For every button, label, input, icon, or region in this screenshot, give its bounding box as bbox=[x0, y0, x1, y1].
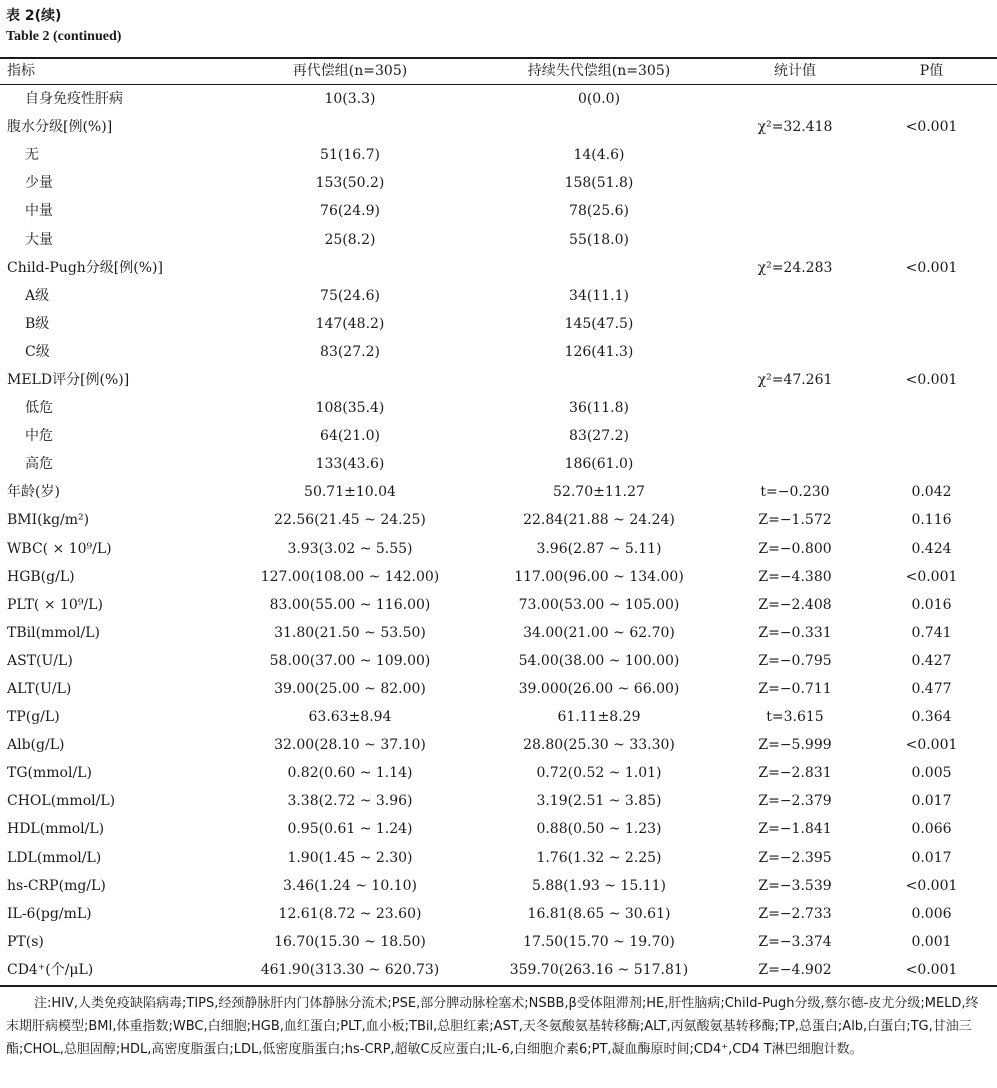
p-value bbox=[866, 85, 997, 113]
row-label: Alb(g/L) bbox=[7, 737, 65, 754]
p-value bbox=[866, 422, 997, 450]
table-row bbox=[0, 197, 997, 225]
p-value: 0.042 bbox=[911, 484, 952, 501]
recompensated-value: 12.61(8.72 ~ 23.60) bbox=[278, 905, 422, 922]
decompensated-value: 55(18.0) bbox=[569, 231, 629, 248]
p-value: 0.427 bbox=[911, 652, 952, 669]
row-label: A级 bbox=[25, 287, 50, 304]
row-label: hs-CRP(mg/L) bbox=[7, 877, 106, 894]
recompensated-value: 25(8.2) bbox=[324, 231, 376, 248]
table-row bbox=[0, 900, 997, 928]
recompensated-value: 83(27.2) bbox=[320, 343, 380, 360]
recompensated-value: 108(35.4) bbox=[315, 400, 385, 417]
recompensated-value: 16.70(15.30 ~ 18.50) bbox=[274, 933, 426, 950]
decompensated-value: 0.88(0.50 ~ 1.23) bbox=[536, 821, 662, 838]
p-value: 0.116 bbox=[911, 512, 952, 529]
decompensated-value: 34.00(21.00 ~ 62.70) bbox=[523, 624, 675, 641]
p-value bbox=[866, 225, 997, 253]
p-value: 0.017 bbox=[911, 793, 952, 810]
table-row bbox=[0, 703, 997, 731]
row-label: PT(s) bbox=[7, 933, 44, 950]
row-label: LDL(mmol/L) bbox=[7, 849, 102, 866]
recompensated-value: 0.82(0.60 ~ 1.14) bbox=[287, 765, 413, 782]
statistic-value: Z=−1.841 bbox=[758, 821, 832, 838]
recompensated-value: 3.46(1.24 ~ 10.10) bbox=[283, 877, 417, 894]
decompensated-value bbox=[474, 254, 724, 282]
p-value bbox=[866, 282, 997, 310]
row-label: WBC( × 10⁹/L) bbox=[7, 540, 112, 557]
table-row bbox=[0, 141, 997, 169]
row-label: 少量 bbox=[25, 175, 53, 192]
statistic-value: Z=−2.408 bbox=[758, 596, 832, 613]
statistic-value: Z=−2.831 bbox=[758, 765, 832, 782]
table-row bbox=[0, 310, 997, 338]
table-caption-en: Table 2 (continued) bbox=[6, 29, 122, 44]
statistic-value: Z=−2.733 bbox=[758, 905, 832, 922]
recompensated-value: 32.00(28.10 ~ 37.10) bbox=[274, 737, 426, 754]
recompensated-value: 153(50.2) bbox=[315, 175, 385, 192]
row-label: TG(mmol/L) bbox=[7, 765, 92, 782]
row-label: 年龄(岁) bbox=[7, 484, 60, 501]
statistic-value bbox=[724, 169, 866, 197]
statistic-value bbox=[724, 338, 866, 366]
table-row bbox=[0, 759, 997, 787]
decompensated-value: 17.50(15.70 ~ 19.70) bbox=[523, 933, 675, 950]
statistic-value: Z=−4.380 bbox=[758, 568, 832, 585]
recompensated-value: 127.00(108.00 ~ 142.00) bbox=[260, 568, 440, 585]
recompensated-value: 75(24.6) bbox=[320, 287, 380, 304]
table-row bbox=[0, 619, 997, 647]
row-label: Child-Pugh分级[例(%)] bbox=[7, 259, 163, 276]
row-label: 高危 bbox=[25, 456, 53, 473]
statistic-value: Z=−4.902 bbox=[758, 961, 832, 978]
header-statistic: 统计值 bbox=[774, 63, 816, 79]
table-row bbox=[0, 478, 997, 506]
recompensated-value: 83.00(55.00 ~ 116.00) bbox=[269, 596, 431, 613]
row-label: PLT( × 10⁹/L) bbox=[7, 596, 103, 613]
decompensated-value bbox=[474, 113, 724, 141]
recompensated-value bbox=[226, 113, 474, 141]
recompensated-value bbox=[226, 366, 474, 394]
p-value: 0.364 bbox=[911, 709, 952, 726]
p-value bbox=[866, 450, 997, 478]
statistic-value bbox=[724, 141, 866, 169]
decompensated-value: 39.000(26.00 ~ 66.00) bbox=[518, 681, 680, 698]
p-value bbox=[866, 394, 997, 422]
decompensated-value: 0.72(0.52 ~ 1.01) bbox=[536, 765, 662, 782]
row-label: 自身免疫性肝病 bbox=[25, 91, 123, 108]
recompensated-value: 133(43.6) bbox=[315, 456, 385, 473]
recompensated-value: 63.63±8.94 bbox=[308, 709, 392, 726]
recompensated-value: 0.95(0.61 ~ 1.24) bbox=[287, 821, 413, 838]
statistic-value: Z=−5.999 bbox=[758, 737, 832, 754]
decompensated-value: 14(4.6) bbox=[573, 147, 625, 164]
statistic-value: Z=−0.711 bbox=[758, 681, 832, 698]
row-label: 中危 bbox=[25, 428, 53, 445]
table-row bbox=[0, 225, 997, 253]
row-label: BMI(kg/m²) bbox=[7, 512, 90, 529]
p-value: <0.001 bbox=[905, 568, 958, 585]
p-value: <0.001 bbox=[905, 961, 958, 978]
statistic-value bbox=[724, 450, 866, 478]
recompensated-value: 58.00(37.00 ~ 109.00) bbox=[269, 652, 431, 669]
table-row bbox=[0, 563, 997, 591]
table-row bbox=[0, 647, 997, 675]
statistic-value: Z=−3.374 bbox=[758, 933, 832, 950]
statistic-value bbox=[724, 85, 866, 113]
p-value: <0.001 bbox=[905, 119, 958, 136]
table-row bbox=[0, 169, 997, 197]
table-row bbox=[0, 394, 997, 422]
header-indicator: 指标 bbox=[7, 63, 35, 79]
p-value bbox=[866, 197, 997, 225]
p-value: 0.005 bbox=[911, 765, 952, 782]
table-row bbox=[0, 591, 997, 619]
table-row bbox=[0, 535, 997, 563]
p-value: <0.001 bbox=[905, 371, 958, 388]
p-value: <0.001 bbox=[905, 259, 958, 276]
p-value: <0.001 bbox=[905, 877, 958, 894]
decompensated-value: 158(51.8) bbox=[564, 175, 634, 192]
recompensated-value: 31.80(21.50 ~ 53.50) bbox=[274, 624, 426, 641]
table-row bbox=[0, 366, 997, 394]
p-value bbox=[866, 338, 997, 366]
header-row bbox=[0, 57, 997, 85]
recompensated-value: 39.00(25.00 ~ 82.00) bbox=[274, 681, 426, 698]
decompensated-value: 117.00(96.00 ~ 134.00) bbox=[514, 568, 684, 585]
table-row bbox=[0, 731, 997, 759]
table-row bbox=[0, 85, 997, 113]
decompensated-value: 359.70(263.16 ~ 517.81) bbox=[509, 961, 689, 978]
table-row bbox=[0, 787, 997, 815]
recompensated-value: 10(3.3) bbox=[324, 91, 376, 108]
decompensated-value: 126(41.3) bbox=[564, 343, 634, 360]
statistic-value bbox=[724, 282, 866, 310]
decompensated-value: 145(47.5) bbox=[564, 315, 634, 332]
row-label: 中量 bbox=[25, 203, 53, 220]
table-row bbox=[0, 282, 997, 310]
recompensated-value: 76(24.9) bbox=[320, 203, 380, 220]
recompensated-value: 3.93(3.02 ~ 5.55) bbox=[287, 540, 413, 557]
statistic-value: Z=−2.379 bbox=[758, 793, 832, 810]
statistic-value: t=3.615 bbox=[766, 709, 824, 726]
decompensated-value: 1.76(1.32 ~ 2.25) bbox=[536, 849, 662, 866]
p-value bbox=[866, 169, 997, 197]
row-label: ALT(U/L) bbox=[7, 681, 72, 698]
bottom-rule bbox=[0, 985, 997, 987]
table-row bbox=[0, 872, 997, 900]
row-label: 无 bbox=[25, 147, 39, 164]
row-label: TP(g/L) bbox=[7, 709, 60, 726]
p-value: 0.066 bbox=[911, 821, 952, 838]
results-table bbox=[0, 57, 997, 984]
p-value bbox=[866, 310, 997, 338]
row-label: B级 bbox=[25, 315, 50, 332]
statistic-value bbox=[724, 310, 866, 338]
p-value: 0.424 bbox=[911, 540, 952, 557]
table-row bbox=[0, 844, 997, 872]
statistic-value: χ²=32.418 bbox=[757, 119, 833, 136]
recompensated-value: 3.38(2.72 ~ 3.96) bbox=[287, 793, 413, 810]
table-caption-zh: 表 2(续) bbox=[6, 8, 62, 24]
table-row bbox=[0, 815, 997, 843]
statistic-value: Z=−2.395 bbox=[758, 849, 832, 866]
p-value: 0.001 bbox=[911, 933, 952, 950]
p-value: 0.017 bbox=[911, 849, 952, 866]
table-row bbox=[0, 506, 997, 534]
table-row bbox=[0, 422, 997, 450]
row-label: 低危 bbox=[25, 400, 53, 417]
recompensated-value: 1.90(1.45 ~ 2.30) bbox=[287, 849, 413, 866]
table-row bbox=[0, 956, 997, 984]
decompensated-value: 186(61.0) bbox=[564, 456, 634, 473]
p-value: 0.006 bbox=[911, 905, 952, 922]
statistic-value bbox=[724, 225, 866, 253]
statistic-value: χ²=47.261 bbox=[757, 371, 833, 388]
decompensated-value: 3.19(2.51 ~ 3.85) bbox=[536, 793, 662, 810]
decompensated-value: 36(11.8) bbox=[569, 400, 629, 417]
decompensated-value: 73.00(53.00 ~ 105.00) bbox=[518, 596, 680, 613]
statistic-value bbox=[724, 197, 866, 225]
header-decompensated-group: 持续失代偿组(n=305) bbox=[527, 63, 671, 79]
table-row bbox=[0, 928, 997, 956]
decompensated-value: 34(11.1) bbox=[569, 287, 629, 304]
statistic-value bbox=[724, 422, 866, 450]
decompensated-value: 0(0.0) bbox=[577, 91, 621, 108]
decompensated-value: 3.96(2.87 ~ 5.11) bbox=[536, 540, 662, 557]
decompensated-value: 16.81(8.65 ~ 30.61) bbox=[527, 905, 671, 922]
statistic-value: χ²=24.283 bbox=[757, 259, 833, 276]
row-label: 腹水分级[例(%)] bbox=[7, 119, 113, 136]
decompensated-value: 83(27.2) bbox=[569, 428, 629, 445]
decompensated-value: 5.88(1.93 ~ 15.11) bbox=[532, 877, 666, 894]
p-value: 0.741 bbox=[911, 624, 952, 641]
table-row bbox=[0, 113, 997, 141]
row-label: IL-6(pg/mL) bbox=[7, 905, 92, 922]
header-recompensated-group: 再代偿组(n=305) bbox=[292, 63, 408, 79]
row-label: HGB(g/L) bbox=[7, 568, 75, 585]
statistic-value: Z=−3.539 bbox=[758, 877, 832, 894]
table-row bbox=[0, 675, 997, 703]
statistic-value: Z=−0.331 bbox=[758, 624, 832, 641]
table-body bbox=[0, 85, 997, 984]
recompensated-value: 461.90(313.30 ~ 620.73) bbox=[260, 961, 440, 978]
statistic-value: Z=−0.800 bbox=[758, 540, 832, 557]
row-label: TBil(mmol/L) bbox=[7, 624, 100, 641]
row-label: AST(U/L) bbox=[7, 652, 73, 669]
decompensated-value: 28.80(25.30 ~ 33.30) bbox=[523, 737, 675, 754]
table-row bbox=[0, 254, 997, 282]
decompensated-value: 61.11±8.29 bbox=[557, 709, 641, 726]
decompensated-value: 54.00(38.00 ~ 100.00) bbox=[518, 652, 680, 669]
recompensated-value: 50.71±10.04 bbox=[304, 484, 396, 501]
statistic-value: Z=−0.795 bbox=[758, 652, 832, 669]
p-value: 0.016 bbox=[911, 596, 952, 613]
recompensated-value: 22.56(21.45 ~ 24.25) bbox=[274, 512, 426, 529]
recompensated-value: 51(16.7) bbox=[320, 147, 380, 164]
row-label: MELD评分[例(%)] bbox=[7, 371, 130, 388]
recompensated-value: 64(21.0) bbox=[320, 428, 380, 445]
table-row bbox=[0, 450, 997, 478]
row-label: HDL(mmol/L) bbox=[7, 821, 105, 838]
decompensated-value: 78(25.6) bbox=[569, 203, 629, 220]
statistic-value: t=−0.230 bbox=[760, 484, 830, 501]
decompensated-value bbox=[474, 366, 724, 394]
statistic-value: Z=−1.572 bbox=[758, 512, 832, 529]
decompensated-value: 22.84(21.88 ~ 24.24) bbox=[523, 512, 675, 529]
header-p-value: P值 bbox=[919, 63, 944, 79]
decompensated-value: 52.70±11.27 bbox=[553, 484, 645, 501]
table-row bbox=[0, 338, 997, 366]
p-value bbox=[866, 141, 997, 169]
row-label: CHOL(mmol/L) bbox=[7, 793, 116, 810]
row-label: C级 bbox=[25, 343, 50, 360]
row-label: 大量 bbox=[25, 231, 53, 248]
statistic-value bbox=[724, 394, 866, 422]
recompensated-value bbox=[226, 254, 474, 282]
recompensated-value: 147(48.2) bbox=[315, 315, 385, 332]
table-footnote: 注:HIV,人类免疫缺陷病毒;TIPS,经颈静脉肝内门体静脉分流术;PSE,部分脾动脉栓塞术;NSBB,β受体阻滞剂;HE,肝性脑病;Child-Pugh分级,蔡尔德-皮尤分级;MELD,终末期肝病模型;BMI,体重指数;WBC,白细胞;HGB,血红蛋白;PLT,血小板;TBil,总胆红素;AST,天冬氨酸氨基转移酶;ALT,丙氨酸氨基转移酶;TP,总蛋白;Alb,白蛋白;TG,甘油三酯;CHOL,总胆固醇;HDL,高密度脂蛋白;LDL,低密度脂蛋白;hs-CRP,超敏C反应蛋白;IL-6,白细胞介素6;PT,凝血酶原时间;CD4⁺,CD4 T淋巴细胞计数。 bbox=[6, 996, 979, 1057]
p-value: 0.477 bbox=[911, 681, 952, 698]
p-value: <0.001 bbox=[905, 737, 958, 754]
row-label: CD4⁺(个/μL) bbox=[7, 961, 94, 978]
